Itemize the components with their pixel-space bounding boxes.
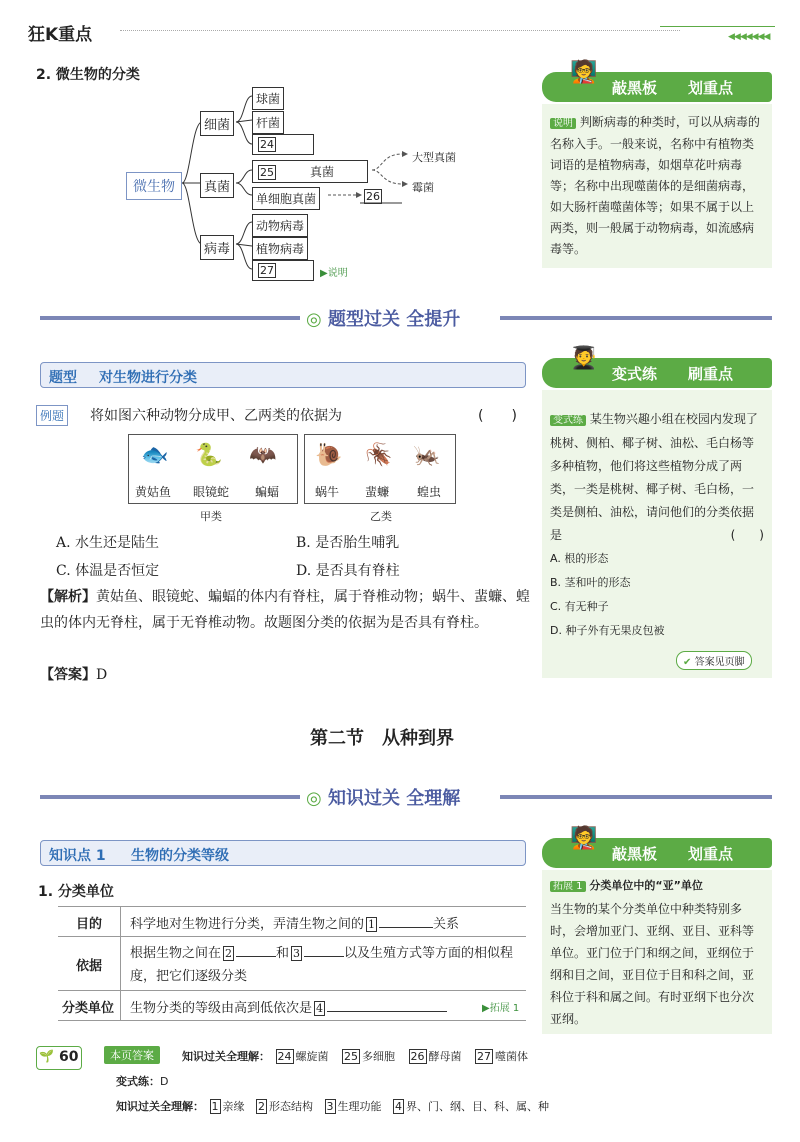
- classify-fungi: 真菌: [200, 173, 234, 198]
- footer-line1: 知识过关全理解： 24 螺旋菌 25 多细胞 26 酵母菌 27 噬菌体: [182, 1050, 528, 1063]
- swirl-icon-2: ◎: [306, 788, 322, 809]
- qtype-bar: 题型 对生物进行分类: [40, 362, 526, 388]
- footer-ans-tag: 本页答案: [104, 1046, 160, 1064]
- groupA-label: 甲类: [200, 510, 222, 523]
- footer-line2: 变式练：D: [116, 1075, 169, 1088]
- practice-answer-link[interactable]: ✔ 答案见页脚: [676, 651, 752, 670]
- practice-body: 变式练 某生物兴趣小组在校园内发现了桃树、侧柏、椰子树、油松、毛白杨等多种植物，他们将这些植物分成了两类，一类是桃树、椰子树、毛白杨，一类是侧柏、油松，请问他们的分类依据是 ( ) A. 根的形态 B. 茎和叶的形态 C. 有无种子 D. 种子外有无果皮包被: [542, 390, 772, 678]
- board1-text: 判断病毒的种类时，可以从病毒的名称入手。一般来说，名称中有植物类词语的是植物病毒，如烟草花叶病毒等；名称中出现噬菌体的是细菌病毒，如大肠杆菌噬菌体等；如果不属于以上两类，则一般属于动物病毒，如流感病毒等。: [550, 115, 760, 256]
- classify-b1: 球菌: [252, 87, 284, 110]
- practice-option-c[interactable]: C. 有无种子: [550, 600, 609, 613]
- section1-line-left: [40, 316, 300, 320]
- section1-title: ◎ 题型过关 全提升: [306, 309, 461, 330]
- classify-bacteria: 细菌: [200, 111, 234, 136]
- example-paren: ( ): [478, 408, 517, 424]
- classify-v3-blank: 27: [252, 260, 314, 281]
- example-answer: 【答案】D: [40, 667, 108, 683]
- board2-head: 🧑‍🏫 敲黑板 划重点: [542, 838, 772, 868]
- classify-note-link[interactable]: ▶说明: [320, 268, 348, 279]
- practice-text: 某生物兴趣小组在校园内发现了桃树、侧柏、椰子树、油松、毛白杨等多种植物，他们将这些植物分成了两类，一类是桃树、椰子树、毛白杨，一类是侧柏、油松，请问他们的分类依据是: [550, 412, 758, 542]
- board1-head: 🧑‍🏫 敲黑板 划重点: [542, 72, 772, 102]
- classify-b3-blank: 24: [252, 134, 314, 155]
- classify-f1: 25 真菌: [252, 160, 368, 183]
- groupB-box: 🐌 🪳 🦗 蜗牛 蜚蠊 蝗虫: [304, 434, 456, 504]
- kp-bar: 知识点 1 生物的分类等级: [40, 840, 526, 866]
- example-tag: 例题: [36, 405, 68, 426]
- classify-b2: 杆菌: [252, 111, 284, 134]
- option-d[interactable]: D. 是否具有脊柱: [296, 563, 400, 579]
- example-question: 将如图六种动物分成甲、乙两类的依据为: [90, 408, 342, 424]
- practice-head: 🧑‍🎓 变式练 刷重点: [542, 358, 772, 388]
- swirl-icon: ◎: [306, 309, 322, 330]
- classify-root: 微生物: [126, 172, 182, 200]
- section2-title: ◎ 知识过关 全理解: [306, 788, 461, 809]
- teacher-icon: 🧑‍🏫: [570, 60, 598, 85]
- board1-body: [542, 104, 772, 268]
- table-row: 目的 科学地对生物进行分类，弄清生物之间的 1 关系: [58, 907, 526, 937]
- practice-option-d[interactable]: D. 种子外有无果皮包被: [550, 624, 665, 637]
- check-icon: ✔: [683, 657, 692, 668]
- option-c[interactable]: C. 体温是否恒定: [56, 563, 160, 579]
- extension-link[interactable]: ▶拓展 1: [482, 1003, 520, 1014]
- bat-icon: 🦇: [249, 443, 277, 468]
- teacher-icon-2: 🧑‍🏫: [570, 826, 598, 851]
- example-analysis: 【解析】黄姑鱼、眼镜蛇、蝙蝠的体内有脊柱，属于脊椎动物；蜗牛、蜚蠊、蝗虫的体内无脊柱，属于无脊椎动物。故题图分类的依据为是否具有脊柱。: [40, 589, 530, 631]
- unit-table: [58, 906, 526, 1021]
- board2-body: 拓展 1 分类单位中的“亚”单位 当生物的某个分类单位中种类特别多时，会增加亚门、亚纲、亚目、亚科等单位。亚门位于门和纲之间，亚纲位于纲和目之间，亚目位于目和科之间，亚科位于科和属之间。有时亚纲下也分次亚纲。: [542, 870, 772, 1034]
- option-a[interactable]: A. 水生还是陆生: [56, 535, 160, 551]
- header-arrows-icon: ◀◀◀◀◀◀◀: [728, 32, 770, 42]
- practice-option-b[interactable]: B. 茎和叶的形态: [550, 576, 631, 589]
- sprout-icon: 🌱: [39, 1049, 54, 1063]
- unit-title: 1. 分类单位: [38, 884, 114, 900]
- classify-mold: 霉菌: [412, 181, 434, 194]
- section1-line-right: [500, 316, 772, 320]
- option-b[interactable]: B. 是否胎生哺乳: [296, 535, 400, 551]
- classify-v1: 动物病毒: [252, 214, 308, 237]
- classify-virus: 病毒: [200, 235, 234, 260]
- classify-title: 2. 微生物的分类: [36, 67, 140, 83]
- snail-icon: 🐌: [315, 443, 343, 468]
- section2-line-right: [500, 795, 772, 799]
- chapter-title: 第二节 从种到界: [310, 728, 454, 749]
- board2-text: 当生物的某个分类单位中种类特别多时，会增加亚门、亚纲、亚目、亚科等单位。亚门位于门和纲之间，亚纲位于纲和目之间，亚目位于目和科之间，亚科位于科和属之间。有时亚纲下也分次亚纲。: [550, 902, 755, 1026]
- footer-line3: 知识过关全理解： 1 亲缘 2 形态结构 3 生理功能 4 界、门、纲、目、科、属、种: [116, 1100, 549, 1113]
- header-accent: [660, 26, 775, 27]
- header-rule: [120, 30, 680, 31]
- page-number-box: 🌱 60: [36, 1046, 82, 1070]
- cockroach-icon: 🪳: [365, 443, 393, 468]
- groupB-label: 乙类: [370, 510, 392, 523]
- groupA-box: 🐟 🐍 🦇 黄姑鱼 眼镜蛇 蝙蝠: [128, 434, 298, 504]
- classify-v2: 植物病毒: [252, 237, 308, 260]
- table-row: 分类单位 生物分类的等级由高到低依次是 4 ▶拓展 1: [58, 991, 526, 1021]
- fish-icon: 🐟: [141, 443, 169, 468]
- classify-f2-blank: 26: [366, 190, 380, 203]
- section2-line-left: [40, 795, 300, 799]
- student-icon: 🧑‍🎓: [570, 346, 598, 371]
- practice-option-a[interactable]: A. 根的形态: [550, 552, 609, 565]
- table-row: 依据 根据生物之间在 2 和 3 以及生殖方式等方面的相似程度，把它们逐级分类: [58, 937, 526, 991]
- classify-f2: 单细胞真菌: [252, 187, 320, 210]
- classify-big-fungi: 大型真菌: [412, 151, 456, 164]
- header-logo: 狂K重点: [28, 25, 93, 45]
- grasshopper-icon: 🦗: [413, 443, 441, 468]
- board1-tag: 说明: [550, 118, 576, 129]
- snake-icon: 🐍: [195, 443, 223, 468]
